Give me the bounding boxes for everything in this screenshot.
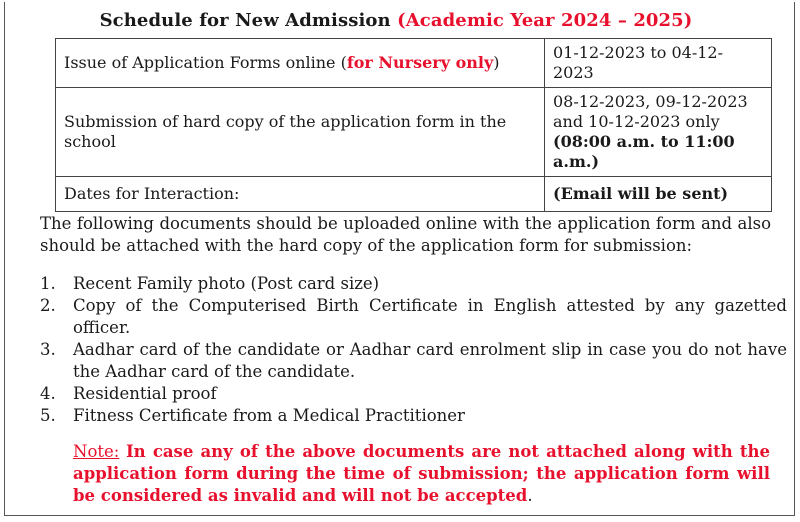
title-academic-year: (Academic Year 2024 – 2025) — [397, 10, 693, 31]
list-number: 5. — [40, 406, 56, 425]
row-value-issue-forms: 01-12-2023 to 04-12-2023 — [545, 39, 772, 88]
schedule-table — [55, 38, 772, 212]
list-item — [40, 295, 787, 339]
list-number: 1. — [40, 274, 56, 293]
table-row — [56, 177, 772, 212]
list-item — [40, 273, 787, 295]
list-item-text: Residential proof — [73, 384, 217, 403]
row-label-issue-forms — [56, 39, 545, 88]
important-note — [73, 441, 770, 507]
issue-forms-label-end: ) — [493, 53, 500, 72]
list-number: 2. — [40, 296, 56, 315]
page-title — [0, 10, 792, 31]
list-item — [40, 339, 787, 383]
submission-dates-line2: and 10-12-2023 only — [553, 112, 720, 131]
documents-intro: The following documents should be uploaded online with the application form and also should be attached with the hard copy of the application form for submission: — [40, 214, 771, 255]
table-row — [56, 88, 772, 177]
list-number: 3. — [40, 340, 56, 359]
submission-dates-line1: 08-12-2023, 09-12-2023 — [553, 92, 748, 111]
list-item-text: Recent Family photo (Post card size) — [73, 274, 380, 293]
list-item — [40, 383, 787, 405]
submission-time: (08:00 a.m. to 11:00 a.m.) — [553, 132, 735, 171]
documents-list — [40, 273, 787, 427]
list-number: 4. — [40, 384, 56, 403]
note-message: In case any of the above documents are not attached along with the application form during the time of submission; the application form will be considered as invalid and will not be accepted — [73, 442, 770, 505]
row-label-submission: Submission of hard copy of the application form in the school — [56, 88, 545, 177]
note-end: . — [527, 486, 533, 505]
list-item-text: Aadhar card of the candidate or Aadhar card enrolment slip in case you do not have the Aadhar card of the candidate. — [73, 340, 787, 381]
row-label-interaction: Dates for Interaction: — [56, 177, 545, 212]
list-item-text: Copy of the Computerised Birth Certificate in English attested by any gazetted officer. — [73, 296, 787, 337]
note-label: Note: — [73, 442, 120, 461]
list-item — [40, 405, 787, 427]
list-item-text: Fitness Certificate from a Medical Practitioner — [73, 406, 465, 425]
nursery-only-highlight: for Nursery only — [346, 53, 494, 72]
row-value-submission — [545, 88, 772, 177]
table-row — [56, 39, 772, 88]
title-main: Schedule for New Admission — [99, 10, 391, 31]
issue-forms-label: Issue of Application Forms online ( — [64, 53, 347, 72]
row-value-interaction: (Email will be sent) — [545, 177, 772, 212]
